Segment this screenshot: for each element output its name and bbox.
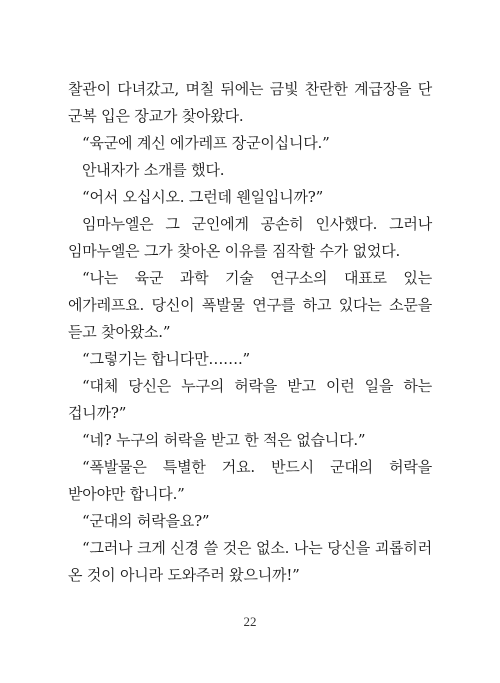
paragraph: 안내자가 소개를 했다. [82, 161, 225, 179]
paragraph: 임마누엘은 그 군인에게 공손히 인사했다. 그러나 임마누엘은 그가 찾아온 이유를 짐작할 수가 없었다. [68, 215, 432, 260]
paragraph: “그렇기는 합니다만…….” [82, 350, 250, 368]
body-text [68, 76, 432, 589]
paragraph: “군대의 허락을요?” [82, 512, 210, 530]
paragraph: “대체 당신은 누구의 허락을 받고 이런 일을 하는 겁니까?” [68, 377, 432, 422]
paragraph: “육군에 계신 에가레프 장군이십니다.” [82, 134, 330, 152]
paragraph: “나는 육군 과학 기술 연구소의 대표로 있는 에가레프요. 당신이 폭발물 연구를 하고 있다는 소문을 듣고 찾아왔소.” [68, 269, 432, 341]
paragraph: “폭발물은 특별한 거요. 반드시 군대의 허락을 받아야만 합니다.” [68, 458, 432, 503]
paragraph: “그러나 크게 신경 쓸 것은 없소. 나는 당신을 괴롭히러 온 것이 아니라 도와주러 왔으니까!” [68, 539, 432, 584]
paragraph: 찰관이 다녀갔고, 며칠 뒤에는 금빛 찬란한 계급장을 단 군복 입은 장교가 찾아왔다. [68, 80, 432, 125]
paragraph: “어서 오십시오. 그런데 웬일입니까?” [82, 188, 324, 206]
page-number: 22 [243, 614, 257, 629]
paragraph: “네? 누구의 허락을 받고 한 적은 없습니다.” [82, 431, 366, 449]
